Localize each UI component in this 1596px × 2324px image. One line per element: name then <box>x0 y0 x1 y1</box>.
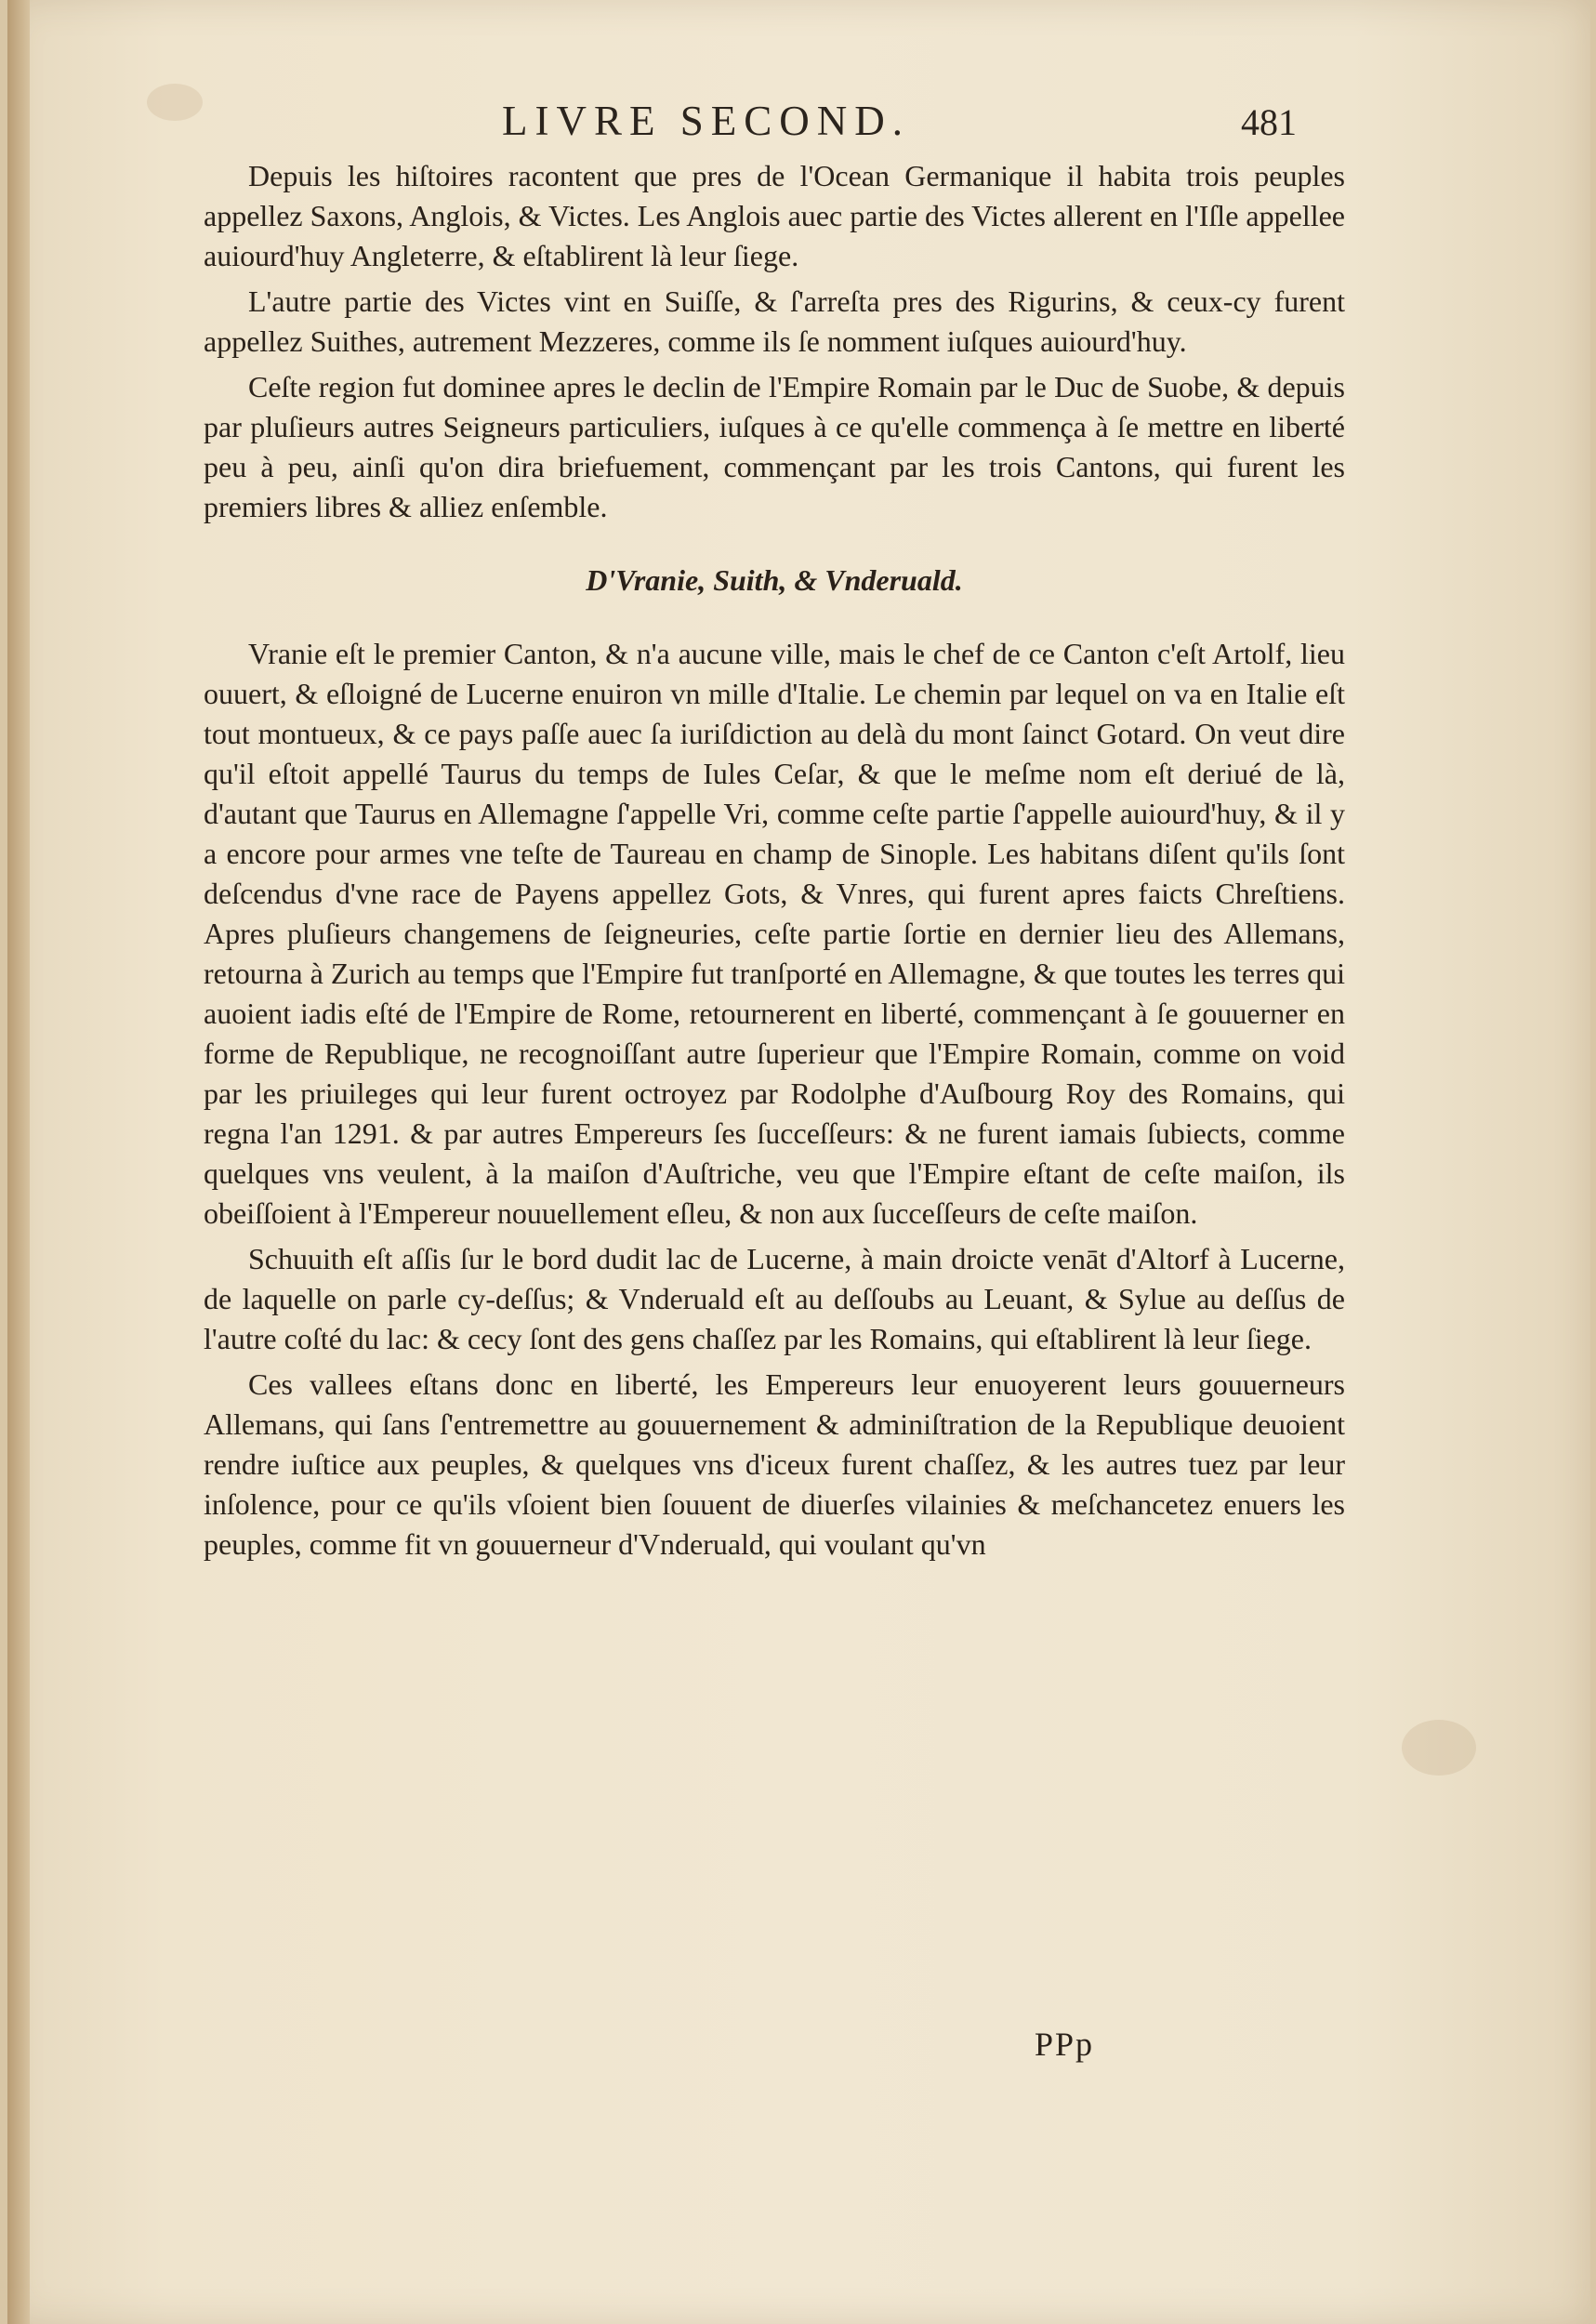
paragraph: L'autre partie des Victes vint en Suiſſe, & ſ'arreſta pres des Rigurins, & ceux-cy furent appellez Suithes, autrement Mezzeres, comme ils ſe nomment iuſques auiourd'huy. <box>204 284 1345 358</box>
page-number: 481 <box>1241 101 1297 143</box>
signature-mark: PPp <box>1035 2026 1095 2063</box>
running-title: LIVRE SECOND. <box>502 98 910 144</box>
main-text <box>204 156 1345 1570</box>
paragraph: Schuuith eſt aſſis ſur le bord dudit lac de Lucerne, à main droicte venāt d'Altorf à Lucerne, de laquelle on parle cy-deſſus; & Vnderuald eſt au deſſoubs au Leuant, & Sylue au deſſus de l'autre coſté du lac: & cecy ſont des gens chaſſez par les Romains, qui eſtablirent là leur ſiege. <box>204 1242 1345 1355</box>
paragraph: Ces vallees eſtans donc en liberté, les Empereurs leur enuoyerent leurs gouuerneurs Allemans, qui ſans ſ'entremettre au gouuernement & adminiſtration de la Republique deuoient rendre iuſtice aux peuples, & quelques vns d'iceux furent chaſſez, & les autres tuez par leur inſolence, pour ce qu'ils vſoient bien ſouuent de diuerſes vilainies & meſchancetez enuers les peuples, comme fit vn gouuerneur d'Vnderuald, qui voulant qu'vn <box>204 1367 1345 1561</box>
paragraph: Depuis les hiſtoires racontent que pres de l'Ocean Germanique il habita trois peuples appellez Saxons, Anglois, & Victes. Les Anglois auec partie des Victes allerent en l'Iſle appellee auiourd'huy Angleterre, & eſtablirent là leur ſiege. <box>204 159 1345 272</box>
paragraph: Vranie eſt le premier Canton, & n'a aucune ville, mais le chef de ce Canton c'eſt Artolf, lieu ouuert, & eſloigné de Lucerne enuiron vn mille d'Italie. Le chemin par lequel on va en Italie eſt tout montueux, & ce pays paſſe auec ſa iuriſdiction au delà du mont ſainct Gotard. On veut dire qu'il eſtoit appellé Taurus du temps de Iules Ceſar, & que le meſme nom eſt deriué de là, d'autant que Taurus en Allemagne ſ'appelle Vri, comme ceſte partie ſ'appelle auiourd'huy, & il y a encore pour armes vne teſte de Taureau en champ de Sinople. Les habitans diſent qu'ils ſont deſcendus d'vne race de Payens appellez Gots, & Vnres, qui furent apres faicts Chreſtiens. Apres pluſieurs changemens de ſeigneuries, ceſte partie ſortie en dernier lieu des Allemans, retourna à Zurich au temps que l'Empire fut tranſporté en Allemagne, & que toutes les terres qui auoient iadis eſté de l'Empire de Rome, retournerent en liberté, commençant à ſe gouuerner en forme de Republique, ne recognoiſſant autre ſuperieur que l'Empire Romain, comme on void par les priuileges qui leur furent octroyez par Rodolphe d'Auſbourg Roy des Romains, qui regna l'an 1291. & par autres Empereurs ſes ſucceſſeurs: & ne furent iamais ſubiects, comme quelques vns veulent, à la maiſon d'Auſtriche, veu que l'Empire eſtant de ceſte maiſon, ils obeiſſoient à l'Empereur nouuellement eſleu, & non aux ſucceſſeurs de ceſte maiſon. <box>204 637 1345 1230</box>
paragraph: Ceſte region fut dominee apres le declin de l'Empire Romain par le Duc de Suobe, & depuis par pluſieurs autres Seigneurs particuliers, iuſques à ce qu'elle commença à ſe mettre en liberté peu à peu, ainſi qu'on dira briefuement, commençant par les trois Cantons, qui furent les premiers libres & alliez enſemble. <box>204 370 1345 523</box>
paper-stain <box>1402 1720 1476 1776</box>
book-page <box>7 0 1590 2324</box>
page-spine-edge <box>7 0 30 2324</box>
section-title: D'Vranie, Suith, & Vnderuald. <box>586 563 963 597</box>
